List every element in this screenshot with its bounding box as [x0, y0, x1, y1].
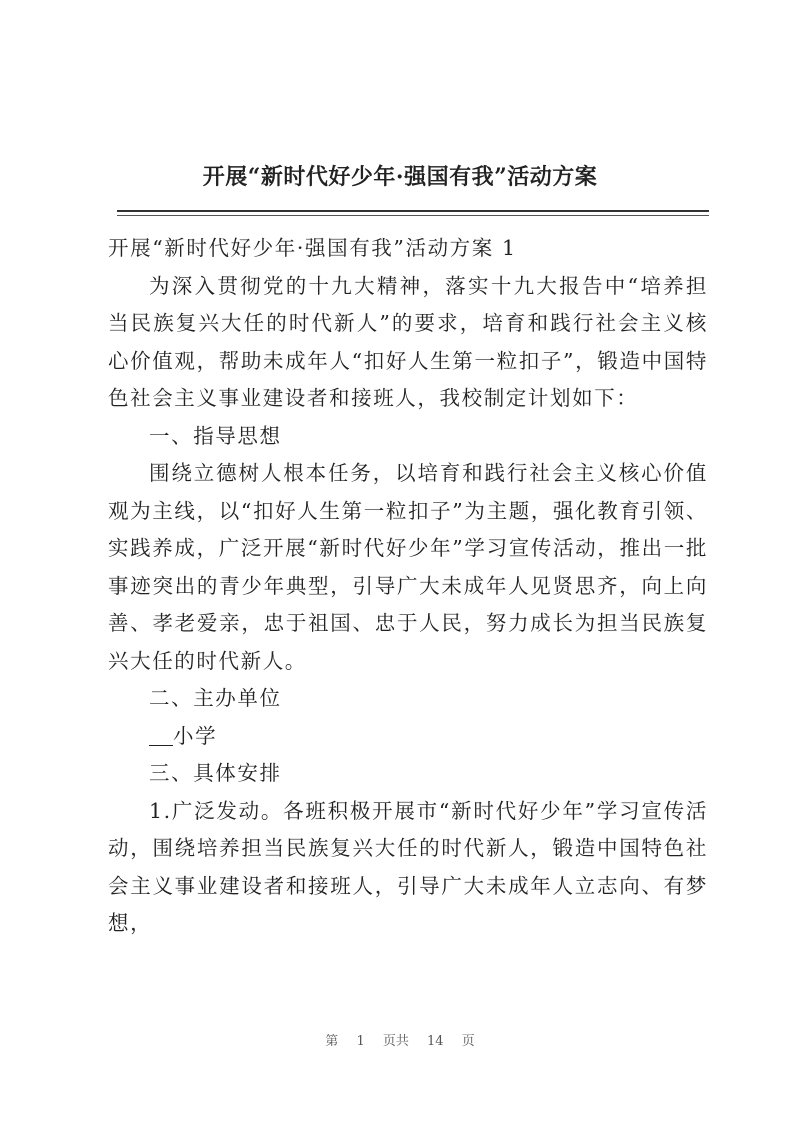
section-heading-organizer: 二、主办单位: [149, 686, 282, 710]
page-footer: [0, 1030, 800, 1049]
document-subtitle: 开展“新时代好少年·强国有我”活动方案 1: [108, 236, 517, 260]
section-heading-guiding-thought: 一、指导思想: [149, 423, 282, 448]
footer-page-prefix: 第: [325, 1034, 339, 1049]
blank-underline: [149, 725, 173, 746]
guiding-thought-paragraph: 围绕立德树人根本任务，以培育和践行社会主义核心价值观为主线，以“扣好人生第一粒扣子”为主题，强化教育引领、实践养成，广泛开展“新时代好少年”学习宣传活动，推出一批事迹突出的青少年典型，引导广大未成年人见贤思齐，向上向善、孝老爱亲，忠于祖国、忠于人民，努力成长为担当民族复兴大任的时代新人。: [108, 461, 708, 673]
section-heading-arrangement: 三、具体安排: [149, 761, 282, 785]
footer-page-number: 1: [356, 1034, 365, 1049]
page-title: 开展“新时代好少年·强国有我”活动方案: [202, 164, 598, 190]
footer-page-suffix: 页: [461, 1034, 475, 1049]
footer-page-mid: 页共: [382, 1034, 409, 1049]
title-rule-thick: [117, 210, 709, 212]
arrangement-item-1: 1.广泛发动。各班积极开展市“新时代好少年”学习宣传活动，围绕培养担当民族复兴大任的时代新人，锻造中国特色社会主义事业建设者和接班人，引导广大未成年人立志向、有梦想，: [108, 798, 708, 935]
organizer-line: [108, 718, 708, 756]
organizer-name: 小学: [173, 723, 218, 748]
title-rule-thin: [117, 215, 709, 216]
intro-paragraph: 为深入贯彻党的十九大精神，落实十九大报告中“培养担当民族复兴大任的时代新人”的要求，培育和践行社会主义核心价值观，帮助未成年人“扣好人生第一粒扣子”，锻造中国特色社会主义事业建设者和接班人，我校制定计划如下：: [108, 273, 708, 410]
document-body: [108, 230, 708, 943]
footer-page-total: 14: [427, 1034, 444, 1049]
